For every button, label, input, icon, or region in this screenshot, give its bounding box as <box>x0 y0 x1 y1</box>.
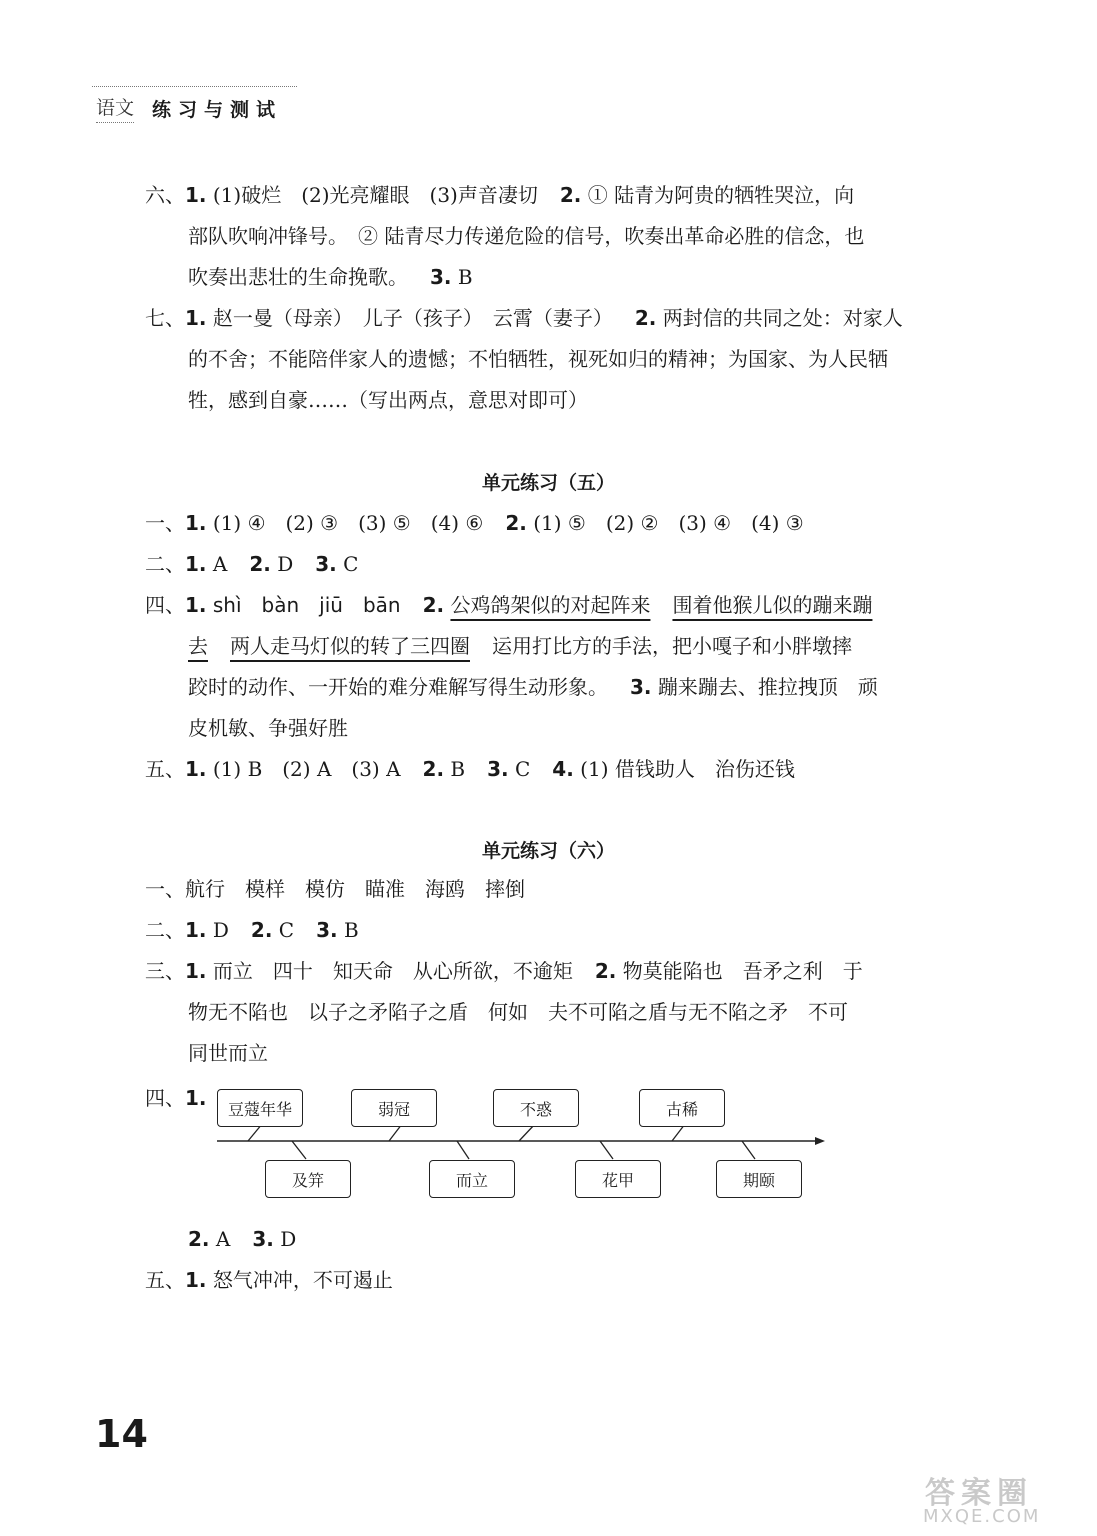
item-number: 1. <box>185 918 207 942</box>
item-number: 3. <box>487 757 509 781</box>
timeline-top-box: 弱冠 <box>351 1089 437 1127</box>
answer-text: 运用打比方的手法，把小嘎子和小胖墩摔 <box>492 634 852 658</box>
answer-text: C <box>278 918 295 942</box>
subject-tag: 语文 <box>96 93 134 123</box>
age-timeline <box>145 1082 845 1212</box>
answer-text: 蹦来蹦去、推拉拽顶 顽 <box>657 675 878 699</box>
answer-text: (1) ⑤ (2) ② (3) ④ (4) ③ <box>533 511 804 535</box>
item-number: 3. <box>430 265 452 289</box>
timeline-top-box: 不惑 <box>493 1089 579 1127</box>
timeline-bottom-box: 花甲 <box>575 1160 661 1198</box>
answer-text: 两封信的共同之处：对家人 <box>662 306 903 330</box>
answer-line: 部队吹响冲锋号。 ② 陆青尽力传递危险的信号，吹奏出革命必胜的信念，也 <box>188 224 865 248</box>
item-number: 1. <box>185 306 207 330</box>
item-number: 1. <box>185 1268 207 1292</box>
question-number: 五、 <box>145 1268 185 1292</box>
item-number: 3. <box>315 552 337 576</box>
item-number: 3. <box>252 1227 274 1251</box>
answer-block-6 <box>145 175 957 298</box>
item-number: 3. <box>630 675 652 699</box>
answer-line <box>145 1260 957 1301</box>
answer-text: D <box>277 552 294 576</box>
answer-text: 物莫能陷也 吾矛之利 于 <box>622 959 863 983</box>
answer-text: D <box>280 1227 297 1251</box>
page-header <box>92 86 297 123</box>
page-number: 14 <box>95 1412 148 1456</box>
item-number: 4. <box>552 757 574 781</box>
question-number: 一、 <box>145 877 185 901</box>
item-number: 1. <box>185 1086 207 1110</box>
answer-text: A <box>215 1227 231 1251</box>
timeline-bottom-box: 及笄 <box>265 1160 351 1198</box>
answer-line <box>145 585 957 626</box>
answer-text: C <box>514 757 531 781</box>
timeline-top-box: 豆蔻年华 <box>217 1089 303 1127</box>
answer-text: (1) ④ (2) ③ (3) ⑤ (4) ⑥ <box>212 511 484 535</box>
answer-line <box>145 749 957 790</box>
answer-text: ① 陆青为阿贵的牺牲哭泣，向 <box>587 183 855 207</box>
question-number: 二、 <box>145 918 185 942</box>
item-number: 1. <box>185 183 207 207</box>
answer-block-7 <box>145 298 957 421</box>
answer-line: 同世而立 <box>188 1041 268 1065</box>
watermark-logo <box>915 1468 1085 1530</box>
answer-line <box>145 298 957 339</box>
answer-line <box>145 667 957 708</box>
answer-text: D <box>212 918 229 942</box>
answer-line <box>145 626 957 667</box>
underlined-phrase: 公鸡鸽架似的对起阵来 <box>450 593 651 617</box>
answer-line <box>145 951 957 992</box>
underlined-phrase: 两人走马灯似的转了三四圈 <box>230 634 470 658</box>
answer-text: 跤时的动作、一开始的难分难解写得生动形象。 <box>188 675 608 699</box>
timeline-top-box: 古稀 <box>639 1089 725 1127</box>
connector <box>742 1141 755 1159</box>
item-number: 1. <box>185 959 207 983</box>
question-number: 三、 <box>145 959 185 983</box>
answer-text: (1) B (2) A (3) A <box>212 757 401 781</box>
question-number: 五、 <box>145 757 185 781</box>
item-number: 2. <box>422 593 445 617</box>
item-number: 3. <box>316 918 338 942</box>
connector <box>600 1141 613 1159</box>
question-number: 四、 <box>145 1086 185 1110</box>
item-number: 1. <box>185 757 207 781</box>
item-number: 2. <box>505 511 527 535</box>
connector <box>292 1141 306 1159</box>
answer-text: 而立 四十 知天命 从心所欲，不逾矩 <box>212 959 573 983</box>
item-number: 2. <box>250 918 273 942</box>
answer-text: 怒气冲冲，不可遏止 <box>212 1268 393 1292</box>
answer-line: 的不舍；不能陪伴家人的遗憾；不怕牺牲，视死如归的精神；为国家、为人民牺 <box>188 347 888 371</box>
book-title: 练习与测试 <box>152 99 283 121</box>
answer-text: C <box>343 552 359 576</box>
answer-line <box>145 544 957 585</box>
item-number: 1. <box>185 593 207 617</box>
unit6-answers-tail <box>145 1219 957 1301</box>
answer-text: 航行 模样 模仿 瞄准 海鸥 摔倒 <box>185 877 525 901</box>
timeline-arrow-icon <box>815 1137 825 1145</box>
answer-line: 皮机敏、争强好胜 <box>188 716 348 740</box>
item-number: 2. <box>594 959 617 983</box>
unit5-answers <box>145 503 957 790</box>
unit6-title: 单元练习（六） <box>481 840 615 862</box>
answer-text: B <box>450 757 466 781</box>
question-number: 六、 <box>145 183 185 207</box>
item-number: 2. <box>188 1227 210 1251</box>
answer-line <box>145 1219 957 1260</box>
unit6-answers <box>145 869 957 1074</box>
item-number: 2. <box>422 757 445 781</box>
answer-line: 牲，感到自豪……（写出两点，意思对即可） <box>188 388 588 412</box>
answer-text: (1)破烂 (2)光亮耀眼 (3)声音凄切 <box>212 183 538 207</box>
answer-line <box>145 175 957 216</box>
answer-line: 物无不陷也 以子之矛陷子之盾 何如 夫不可陷之盾与无不陷之矛 不可 <box>188 1000 848 1024</box>
answer-text: (1) 借钱助人 治伤还钱 <box>580 757 795 781</box>
underlined-phrase: 围着他猴儿似的蹦来蹦 <box>672 593 873 617</box>
question-number: 二、 <box>145 552 185 576</box>
item-number: 2. <box>249 552 271 576</box>
timeline-bottom-box: 而立 <box>429 1160 515 1198</box>
item-number: 1. <box>185 552 207 576</box>
watermark-url: MXQE.COM <box>923 1506 1041 1527</box>
answer-line <box>145 503 957 544</box>
answer-line <box>145 257 957 298</box>
answer-text: B <box>343 918 359 942</box>
question-number: 一、 <box>145 511 185 535</box>
answer-text: 赵一曼（母亲） 儿子（孩子） 云霄（妻子） <box>212 306 613 330</box>
answer-text: A <box>212 552 228 576</box>
pinyin-answer: shì bàn jiū bān <box>212 593 401 617</box>
answer-text: 吹奏出悲壮的生命挽歌。 <box>188 265 408 289</box>
timeline-bottom-box: 期颐 <box>716 1160 802 1198</box>
answer-line <box>145 869 957 910</box>
item-number: 2. <box>559 183 582 207</box>
question-number: 七、 <box>145 306 185 330</box>
answer-line <box>145 910 957 951</box>
item-number: 2. <box>634 306 657 330</box>
answer-text: B <box>457 265 473 289</box>
watermark-title: 答案圈 <box>925 1476 1033 1511</box>
item-number: 1. <box>185 511 207 535</box>
connector <box>457 1141 469 1159</box>
underlined-phrase: 去 <box>188 634 208 658</box>
unit5-title: 单元练习（五） <box>481 472 615 494</box>
question-number: 四、 <box>145 593 185 617</box>
